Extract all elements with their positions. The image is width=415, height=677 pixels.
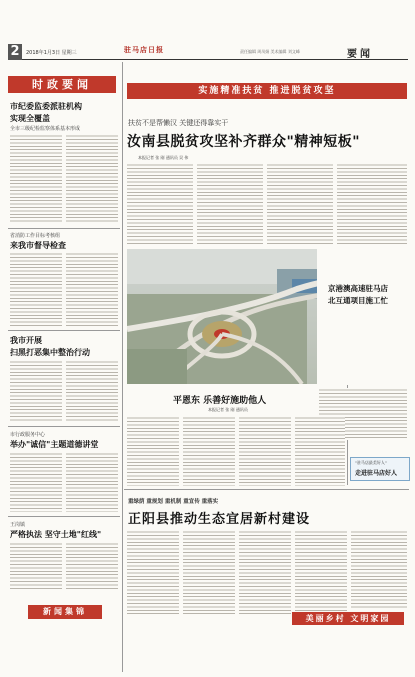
third-story-title[interactable]: 正阳县推动生态宜居新村建设	[128, 512, 311, 527]
main-band: 实施精准扶贫 推进脱贫攻坚	[127, 83, 407, 99]
left-item-5-kicker: 王岗镇	[10, 522, 26, 528]
photo-caption-title: 京港澳高速驻马店	[328, 284, 388, 293]
main-body-col	[127, 163, 193, 245]
left-item-2-body	[10, 252, 62, 326]
left-item-1-body	[10, 134, 62, 224]
left-item-3-body	[66, 360, 118, 422]
left-item-2-kicker: 省消防工作目标考核组	[10, 233, 61, 239]
third-story-footer-banner: 美丽乡村 文明家园	[292, 612, 404, 625]
masthead: 驻马店日报	[124, 45, 164, 54]
sidebar-box-title[interactable]: 走进驻马店好人	[355, 470, 398, 477]
sidebar-box-label: "驻马店最美好人"	[355, 460, 387, 465]
item-divider	[8, 228, 120, 229]
third-story-body	[351, 530, 407, 610]
left-item-4-kicker: 市行政服务中心	[10, 432, 46, 438]
left-item-5-title[interactable]: 严格执法 坚守土地"红线"	[10, 529, 102, 539]
left-item-1-title2[interactable]: 实现全覆盖	[10, 113, 50, 123]
photo-caption-title2: 北互通项目施工忙	[328, 296, 388, 305]
third-story-kicker: 重绿荫 重规划 重机制 重宣传 重落实	[128, 499, 219, 505]
main-body-col	[267, 163, 333, 245]
main-body-col	[337, 163, 407, 245]
second-story-body	[127, 416, 179, 486]
item-divider	[8, 426, 120, 427]
story-divider	[124, 489, 409, 490]
third-story-body	[295, 530, 347, 616]
left-item-3-title2[interactable]: 扫黑打恶集中整治行动	[10, 347, 90, 357]
left-item-2-body	[66, 252, 118, 326]
left-item-1-title[interactable]: 市纪委监委派驻机构	[10, 101, 82, 111]
second-story-byline: 本报记者 张 刚 通讯员	[208, 407, 248, 412]
left-banner: 时政要闻	[8, 76, 116, 93]
issue-date: 2018年1月3日 星期三	[26, 50, 77, 56]
main-body-col	[197, 163, 263, 245]
main-kicker: 扶贫不是帮懒汉 关键还得靠实干	[128, 119, 229, 127]
page-number: 2	[8, 44, 22, 60]
left-item-1-subtitle: 全市三级纪检监察体系基本形成	[10, 126, 81, 132]
sidebar-box[interactable]	[350, 457, 410, 481]
second-story-body	[295, 416, 345, 486]
left-footer-banner: 新闻集锦	[28, 605, 102, 619]
left-item-4-body	[10, 452, 62, 512]
left-item-4-title[interactable]: 举办"诚信"主题道德讲堂	[10, 439, 99, 449]
second-story-title[interactable]: 平恩东 乐善好施助他人	[173, 396, 267, 406]
third-story-body	[239, 530, 291, 616]
left-item-3-body	[10, 360, 62, 422]
second-story-body	[239, 416, 291, 486]
section-title: 要闻	[347, 49, 373, 60]
photo-illustration	[127, 249, 410, 384]
item-divider	[8, 330, 120, 331]
main-byline: 本报记者 张 刚 通讯员 吴 伟	[138, 155, 189, 160]
left-item-2-title[interactable]: 来我市督导检查	[10, 240, 66, 250]
third-story-body	[183, 530, 235, 616]
left-item-5-body	[10, 542, 62, 590]
main-title[interactable]: 汝南县脱贫攻坚补齐群众"精神短板"	[127, 134, 361, 150]
left-item-4-body	[66, 452, 118, 512]
left-item-5-body	[66, 542, 118, 590]
aerial-interchange-photo	[127, 249, 410, 384]
third-story-body	[127, 530, 179, 616]
header-note: 责任编辑 周凤娟 美术编辑 刘文峰	[240, 49, 300, 54]
left-item-3-title[interactable]: 我市开展	[10, 335, 42, 345]
column-divider	[122, 62, 123, 672]
left-item-1-body	[66, 134, 118, 224]
second-story-body	[183, 416, 235, 486]
item-divider	[8, 516, 120, 517]
